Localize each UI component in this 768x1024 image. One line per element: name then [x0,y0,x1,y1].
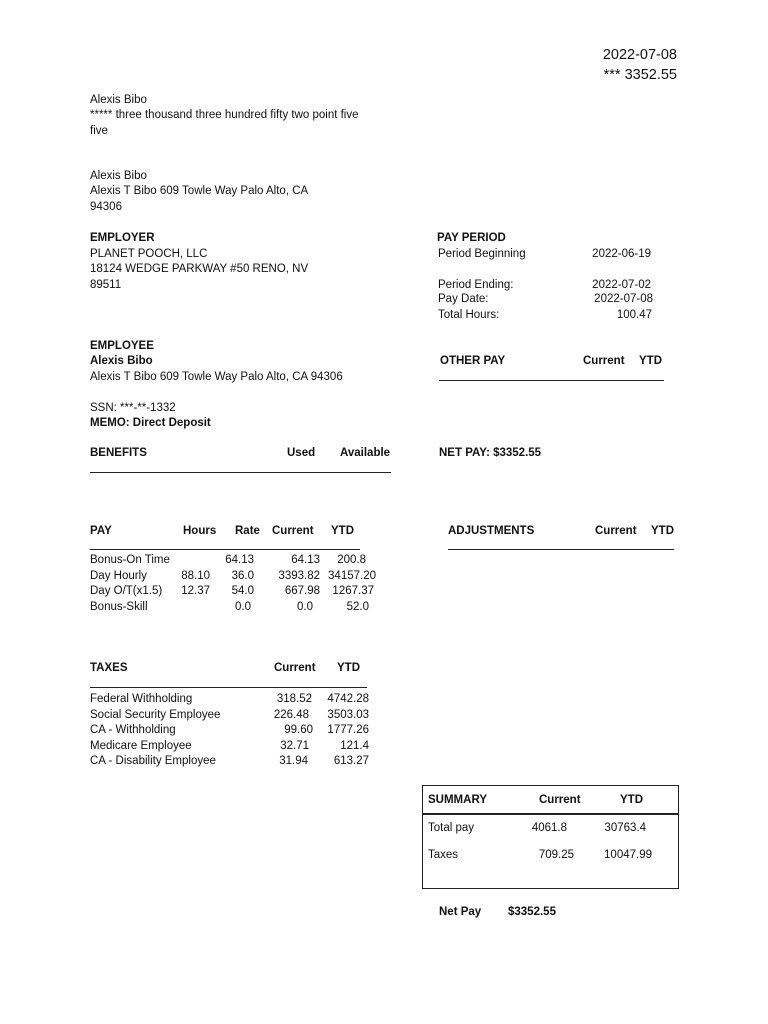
employer-address-line2: 89511 [90,279,122,291]
summary-row-label: Taxes [428,849,459,861]
pay-row-ytd: 1267.37 [332,585,374,597]
benefits-heading: BENEFITS [90,447,147,459]
pay-rule [90,549,360,550]
pay-row [0,553,768,569]
other-pay-current-header: Current [583,355,625,367]
tax-row-ytd: 1777.26 [327,724,369,736]
period-end-label: Period Ending: [438,279,514,291]
tax-row-name: Social Security Employee [90,709,221,721]
pay-row-current: 0.0 [297,601,313,613]
benefits-rule [90,472,391,473]
other-pay-ytd-header: YTD [639,355,662,367]
tax-row-ytd: 121.4 [340,740,369,752]
amount-words-line1: ***** three thousand three hundred fifty two point five [90,109,359,121]
summary-row-ytd: 30763.4 [604,822,646,834]
pay-row-current: 64.13 [291,554,320,566]
other-pay-rule [439,380,664,381]
total-hours-value: 100.47 [616,309,652,321]
taxes-ytd-header: YTD [337,662,360,674]
pay-row-name: Bonus-Skill [90,601,148,613]
summary-row-ytd: 10047.99 [604,849,652,861]
period-end-value: 2022-07-02 [592,279,651,291]
summary-row-current: 4061.8 [531,822,567,834]
pay-hours-header: Hours [183,525,217,537]
tax-row-name: CA - Withholding [90,724,176,736]
tax-row-name: CA - Disability Employee [90,755,216,767]
mailing-name: Alexis Bibo [90,170,147,182]
tax-row [0,723,768,739]
employee-address: Alexis T Bibo 609 Towle Way Palo Alto, CA 94306 [90,371,343,383]
benefits-available-header: Available [340,447,391,459]
tax-row-current: 226.48 [273,709,309,721]
summary-current-header: Current [539,794,581,806]
summary-row-current: 709.25 [538,849,574,861]
amount-words-line2: five [90,125,108,137]
other-pay-heading: OTHER PAY [440,355,506,367]
adjustments-current-header: Current [595,525,637,537]
tax-row-ytd: 3503.03 [327,709,369,721]
pay-header: PAY [90,525,112,537]
pay-row-hours: 12.37 [181,585,210,597]
tax-row [0,708,768,724]
mailing-address-line1: Alexis T Bibo 609 Towle Way Palo Alto, CA [90,185,309,197]
employee-memo: MEMO: Direct Deposit [90,417,211,429]
pay-period-heading: PAY PERIOD [437,232,506,244]
tax-row-name: Medicare Employee [90,740,192,752]
pay-row [0,600,768,616]
tax-row-ytd: 613.27 [333,755,369,767]
tax-row-current: 31.94 [279,755,308,767]
tax-row [0,739,768,755]
employee-name: Alexis Bibo [90,355,153,367]
summary-row [0,821,768,837]
pay-row-ytd: 52.0 [346,601,369,613]
adjustments-ytd-header: YTD [651,525,674,537]
pay-ytd-header: YTD [331,525,354,537]
pay-row-name: Day Hourly [90,570,147,582]
pay-row-hours: 88.10 [181,570,210,582]
adjustments-heading: ADJUSTMENTS [448,525,535,537]
employee-ssn: SSN: ***-**-1332 [90,402,176,414]
summary-ytd-header: YTD [620,794,643,806]
pay-row-current: 3393.82 [278,570,320,582]
pay-row-ytd: 34157.20 [328,570,376,582]
pay-row-rate: 0.0 [235,601,251,613]
net-pay-label: Net Pay [439,906,482,918]
pay-row-rate: 36.0 [231,570,254,582]
adjustments-rule [448,549,674,550]
pay-row [0,569,768,585]
summary-header-rule [422,813,679,815]
tax-row [0,754,768,770]
pay-row-name: Day O/T(x1.5) [90,585,163,597]
pay-row-name: Bonus-On Time [90,554,170,566]
employer-heading: EMPLOYER [90,232,155,244]
period-begin-label: Period Beginning [438,248,526,260]
pay-current-header: Current [272,525,314,537]
net-pay-value: $3352.55 [508,906,556,918]
pay-row-rate: 64.13 [225,554,254,566]
tax-row-ytd: 4742.28 [327,693,369,705]
tax-row-name: Federal Withholding [90,693,193,705]
pay-row-ytd: 200.8 [337,554,366,566]
taxes-header: TAXES [90,662,128,674]
taxes-current-header: Current [274,662,316,674]
pay-date-value: 2022-07-08 [594,293,653,305]
summary-row-label: Total pay [428,822,475,834]
total-hours-label: Total Hours: [438,309,500,321]
taxes-rule [90,687,367,688]
check-payee: Alexis Bibo [90,94,147,106]
tax-row-current: 99.60 [284,724,313,736]
tax-row-current: 32.71 [280,740,309,752]
employer-address-line1: 18124 WEDGE PARKWAY #50 RENO, NV [90,263,309,275]
check-date: 2022-07-08 [602,47,677,63]
employer-name: PLANET POOCH, LLC [90,248,208,260]
period-begin-value: 2022-06-19 [592,248,651,260]
pay-row-current: 667.98 [284,585,320,597]
benefits-used-header: Used [287,447,316,459]
check-amount: *** 3352.55 [603,67,677,83]
tax-row [0,692,768,708]
pay-rate-header: Rate [235,525,260,537]
pay-row-rate: 54.0 [231,585,254,597]
employee-heading: EMPLOYEE [90,340,154,352]
tax-row-current: 318.52 [276,693,312,705]
summary-heading: SUMMARY [428,794,487,806]
pay-date-label: Pay Date: [438,293,489,305]
mailing-address-line2: 94306 [90,201,122,213]
pay-row [0,584,768,600]
summary-row [0,848,768,864]
net-pay-line: NET PAY: $3352.55 [439,447,542,459]
